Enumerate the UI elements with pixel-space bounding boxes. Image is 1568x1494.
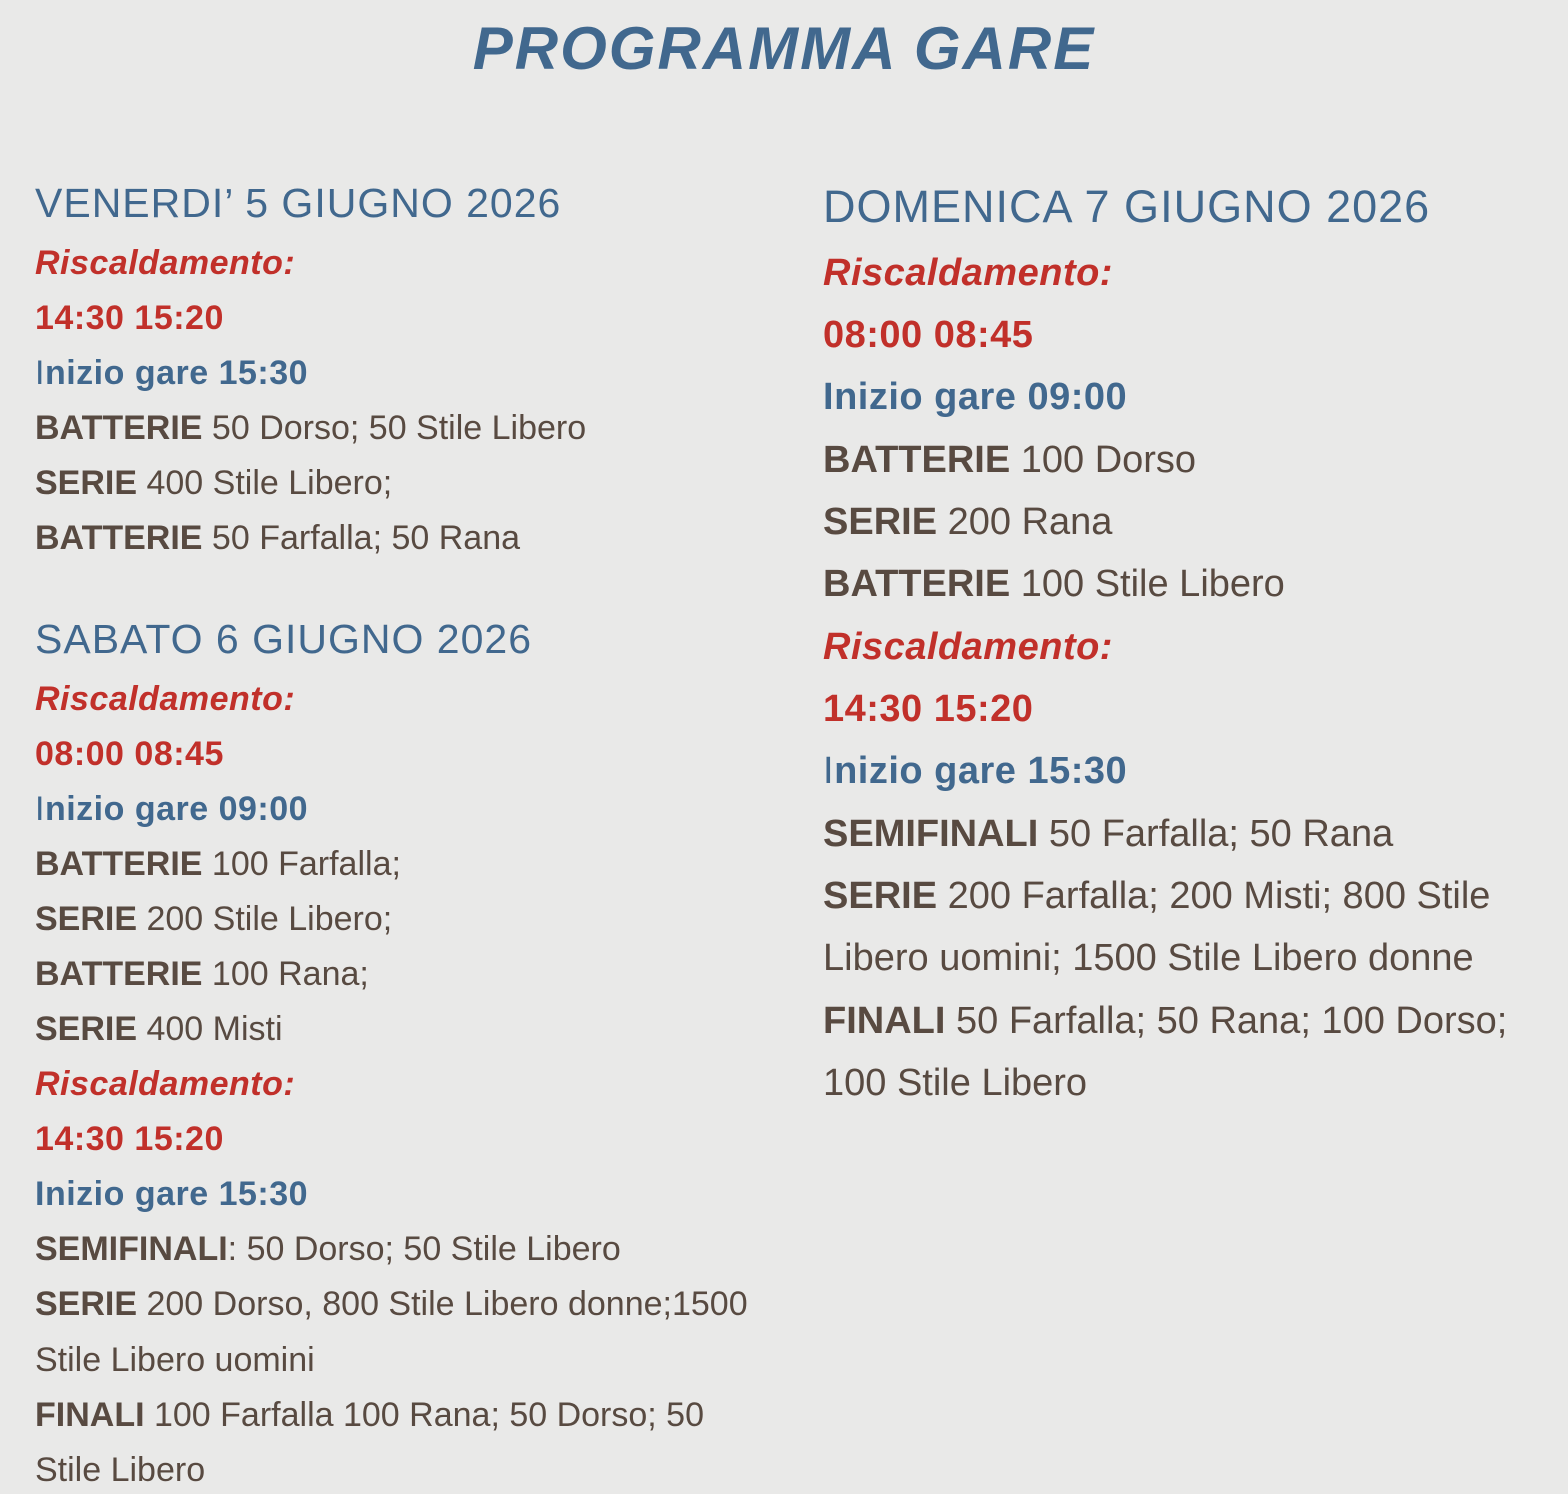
start-line [823,740,1568,802]
event [35,1277,755,1387]
warmup-label: Riscaldamento: [35,243,296,282]
event-label: BATTERIE [823,563,1011,606]
event-text: 200 Dorso, 800 Stile Libero donne;1500 Stile Libero uomini [35,1285,748,1379]
event-text: 50 Farfalla; 50 Rana; 100 Dorso; 100 Stile Libero [823,999,1508,1104]
day-venerdi-5-giugno [35,172,755,566]
event-label: SERIE [35,899,138,938]
event-label: FINALI [823,999,946,1042]
day-sabato-6-giugno [35,608,755,1494]
event [823,553,1568,615]
warmup-times: 14:30 15:20 [35,298,224,337]
day-heading: SABATO 6 GIUGNO 2026 [35,616,533,663]
event-text: 100 Stile Libero [1010,563,1285,606]
event-text: 100 Farfalla; [202,844,401,883]
start-line [823,366,1568,428]
start-line-text: nizio gare 09:00 [44,789,309,828]
event [35,947,755,1002]
event-text: : 50 Dorso; 50 Stile Libero [227,1230,621,1269]
event-text: 200 Farfalla; 200 Misti; 800 Stile Libero uomini; 1500 Stile Libero donne [823,874,1491,980]
event-label: SERIE [35,1010,138,1049]
warmup-times: 08:00 08:45 [823,314,1034,357]
warmup-times: 14:30 15:20 [823,687,1034,730]
page-title: PROGRAMMA GARE [472,15,1096,82]
event [823,491,1568,553]
event-label: BATTERIE [35,954,203,993]
event [35,456,755,511]
event-text: 400 Stile Libero; [137,463,393,502]
event [35,1388,755,1494]
event-text: 50 Dorso; 50 Stile Libero [202,408,587,447]
event-label: BATTERIE [823,438,1011,481]
event [35,1222,755,1277]
start-line-text: nizio gare 15:30 [834,750,1128,793]
start-line-prefix: I [35,789,45,828]
event-label: FINALI [35,1395,145,1434]
event-label: BATTERIE [35,408,203,447]
warmup-label: Riscaldamento: [35,679,296,718]
program-column-left [35,172,755,1494]
start-line [35,782,755,837]
start-line-prefix: I [823,750,835,793]
event-text: 200 Stile Libero; [137,899,393,938]
event-text: 200 Rana [937,501,1113,543]
start-line-text: nizio gare 09:00 [834,376,1128,419]
event-label: SEMIFINALI [823,812,1039,855]
event-text: 100 Farfalla 100 Rana; 50 Dorso; 50 Stile Libero [35,1395,705,1489]
event-text: 50 Farfalla; 50 Rana [202,518,521,557]
event [823,429,1568,491]
start-line-prefix: I [823,376,835,419]
day-heading: VENERDI’ 5 GIUGNO 2026 [35,180,562,226]
day-domenica-7-giugno [823,172,1568,1114]
start-line-text: nizio gare 15:30 [44,1175,309,1214]
event-label: SERIE [35,463,138,502]
start-line [35,1167,755,1222]
event-label: BATTERIE [35,844,203,883]
event-label: SERIE [35,1285,138,1324]
event-text: 50 Farfalla; 50 Rana [1038,812,1394,855]
start-line [35,346,755,401]
event-label: SEMIFINALI [35,1230,228,1269]
event [823,803,1568,865]
event-text: 400 Misti [137,1010,283,1049]
event [35,1002,755,1057]
event-label: SERIE [823,501,938,543]
day-heading: DOMENICA 7 GIUGNO 2026 [823,181,1431,232]
event [823,990,1568,1115]
event [35,511,755,566]
event [35,837,755,892]
start-line-text: nizio gare 15:30 [44,353,309,392]
event [35,892,755,947]
event-text: 100 Rana; [202,954,369,993]
warmup-times: 14:30 15:20 [35,1120,224,1159]
warmup-label: Riscaldamento: [35,1065,296,1104]
event [823,865,1568,990]
warmup-times: 08:00 08:45 [35,734,224,773]
warmup-label: Riscaldamento: [823,251,1113,294]
warmup-label: Riscaldamento: [823,625,1113,668]
event-label: BATTERIE [35,518,203,557]
event-text: 100 Dorso [1010,438,1197,481]
event [35,401,755,456]
program-column-right [823,172,1568,1114]
start-line-prefix: I [35,1175,45,1214]
start-line-prefix: I [35,353,45,392]
event-label: SERIE [823,874,938,917]
